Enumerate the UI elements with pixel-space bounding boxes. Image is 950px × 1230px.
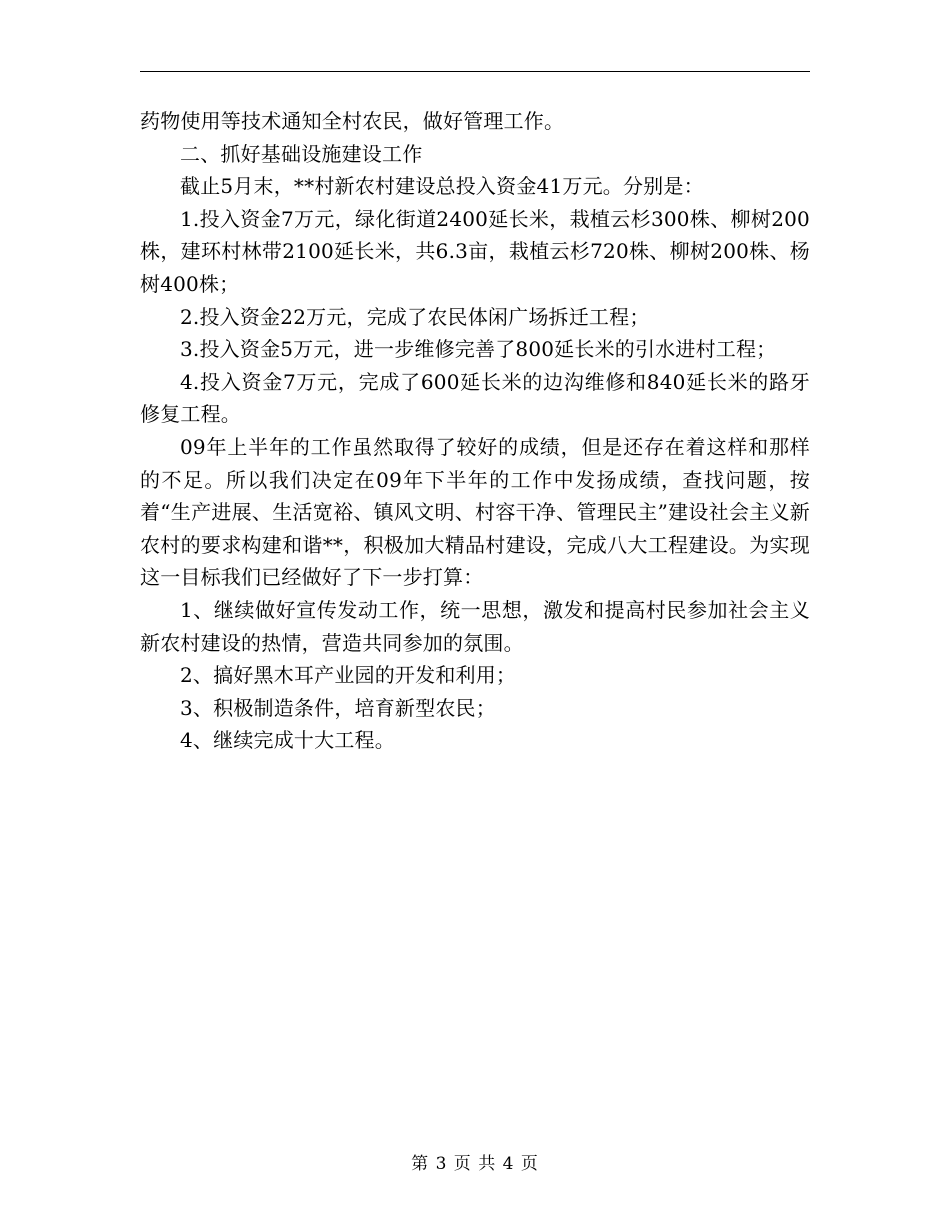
page-number-footer: 第 3 页 共 4 页 — [411, 1154, 539, 1174]
plan-item-ten-projects: 4、继续完成十大工程。 — [180, 728, 395, 753]
header-rule — [140, 71, 810, 72]
paragraph-continuation: 药物使用等技术通知全村农民，做好管理工作。 — [140, 109, 565, 133]
list-item-greening: 1.投入资金7万元，绿化街道2400延长米，栽植云杉300株、柳树200株，建环村林带2100延长米，共6.3亩，栽植云杉720株、柳树200株、杨树400株； — [140, 206, 810, 296]
plan-item-fungus-park: 2、搞好黑木耳产业园的开发和利用； — [180, 663, 517, 688]
paragraph-investment-summary: 截止5月末，**村新农村建设总投入资金41万元。分别是： — [180, 174, 704, 199]
list-item-ditch-curb: 4.投入资金7万元，完成了600延长米的边沟维修和840延长米的路牙修复工程。 — [140, 369, 810, 427]
paragraph-shortcomings-plan: 09年上半年的工作虽然取得了较好的成绩，但是还存在着这样和那样的不足。所以我们决定在09年下半年的工作中发扬成绩，查找问题，按着“生产进展、生活宽裕、镇风文明、村容干净、管理民主”建设社会主义新农村的要求构建和谐**，积极加大精品村建设，完成八大工程建设。为实现这一目标我们已经做好了下一步打算： — [140, 434, 810, 590]
plan-item-publicity: 1、继续做好宣传发动工作，统一思想，激发和提高村民参加社会主义新农村建设的热情，营造共同参加的氛围。 — [140, 597, 810, 655]
section-heading-infrastructure: 二、抓好基础设施建设工作 — [180, 141, 423, 166]
list-item-plaza: 2.投入资金22万元，完成了农民体闲广场拆迁工程； — [180, 304, 650, 329]
document-body — [140, 105, 810, 757]
list-item-water: 3.投入资金5万元，进一步维修完善了800延长米的引水进村工程； — [180, 337, 777, 362]
plan-item-new-farmers: 3、积极制造条件，培育新型农民； — [180, 695, 496, 720]
